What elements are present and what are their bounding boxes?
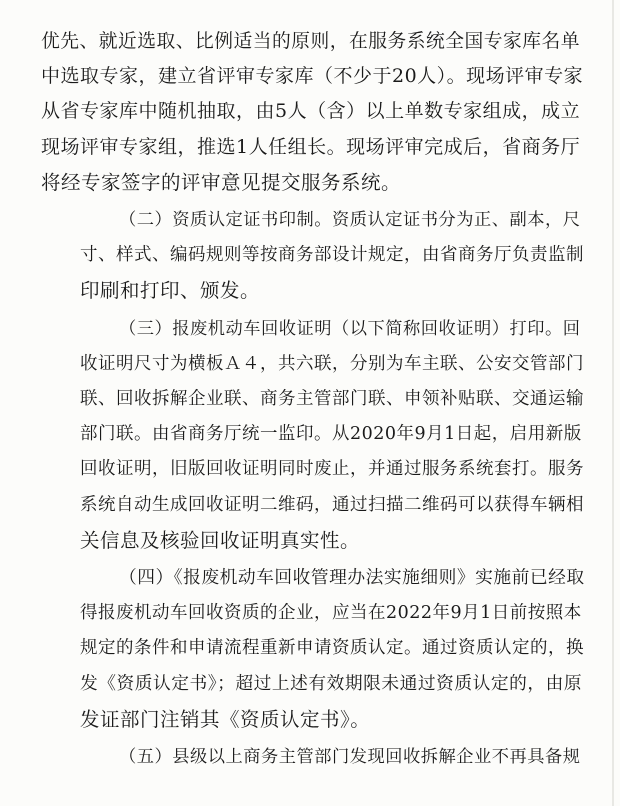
text-line: 系统自动生成回收证明二维码，通过扫描二维码可以获得车辆相 [80,494,584,515]
paragraph-reapplication [41,561,586,737]
text-line: 现场评审专家组，推选1人任组长。现场评审完成后，省商务厅 [41,135,581,158]
paragraph-supervision [41,740,586,775]
text-line: 部门联。由省商务厅统一监印。从2020年9月1日起，启用新版 [80,424,582,445]
text-line: （二）资质认定证书印制。资质认定证书分为正、副本，尺 [119,210,581,231]
paragraph-recycling-certificate [41,312,586,558]
text-line: （五）县级以上商务主管部门发现回收拆解企业不再具备规 [119,747,581,768]
text-line: 印刷和打印、颁发。 [80,279,261,303]
text-line: 发证部门注销其《资质认定书》。 [80,707,371,731]
text-line: 规定的条件和申请流程重新申请资质认定。通过资质认定的，换 [80,638,584,659]
text-line: 将经专家签字的评审意见提交服务系统。 [41,170,402,194]
document-body [41,24,586,778]
text-line: （三）报废机动车回收证明（以下简称回收证明）打印。回 [119,318,581,339]
scan-edge-shadow [612,0,614,806]
text-line: （四）《报废机动车回收管理办法实施细则》实施前已经取 [119,568,585,589]
text-line: 从省专家库中随机抽取，由5人（含）以上单数专家组成，成立 [41,100,581,123]
text-line: 得报废机动车回收资质的企业，应当在2022年9月1日前按照本 [80,603,582,624]
text-line: 发《资质认定书》；超过上述有效期限未通过资质认定的，由原 [80,673,583,694]
text-line: 回收证明，旧版回收证明同时废止，并通过服务系统套打。服务 [80,459,584,480]
text-line: 中选取专家，建立省评审专家库（不少于20人）。现场评审专家 [41,65,584,88]
text-line: 寸、样式、编码规则等按商务部设计规定，由省商务厅负责监制 [80,245,584,266]
text-line: 关信息及核验回收证明真实性。 [80,528,361,552]
paragraph-certificate-printing [41,203,586,309]
paragraph-expert-selection [41,24,586,200]
text-line: 优先、就近选取、比例适当的原则，在服务系统全国专家库名单 [41,31,580,52]
text-line: 联、回收拆解企业联、商务主管部门联、申领补贴联、交通运输 [80,389,584,410]
text-line: 收证明尺寸为横板Ａ４，共六联，分别为车主联、公安交管部门 [80,353,584,374]
